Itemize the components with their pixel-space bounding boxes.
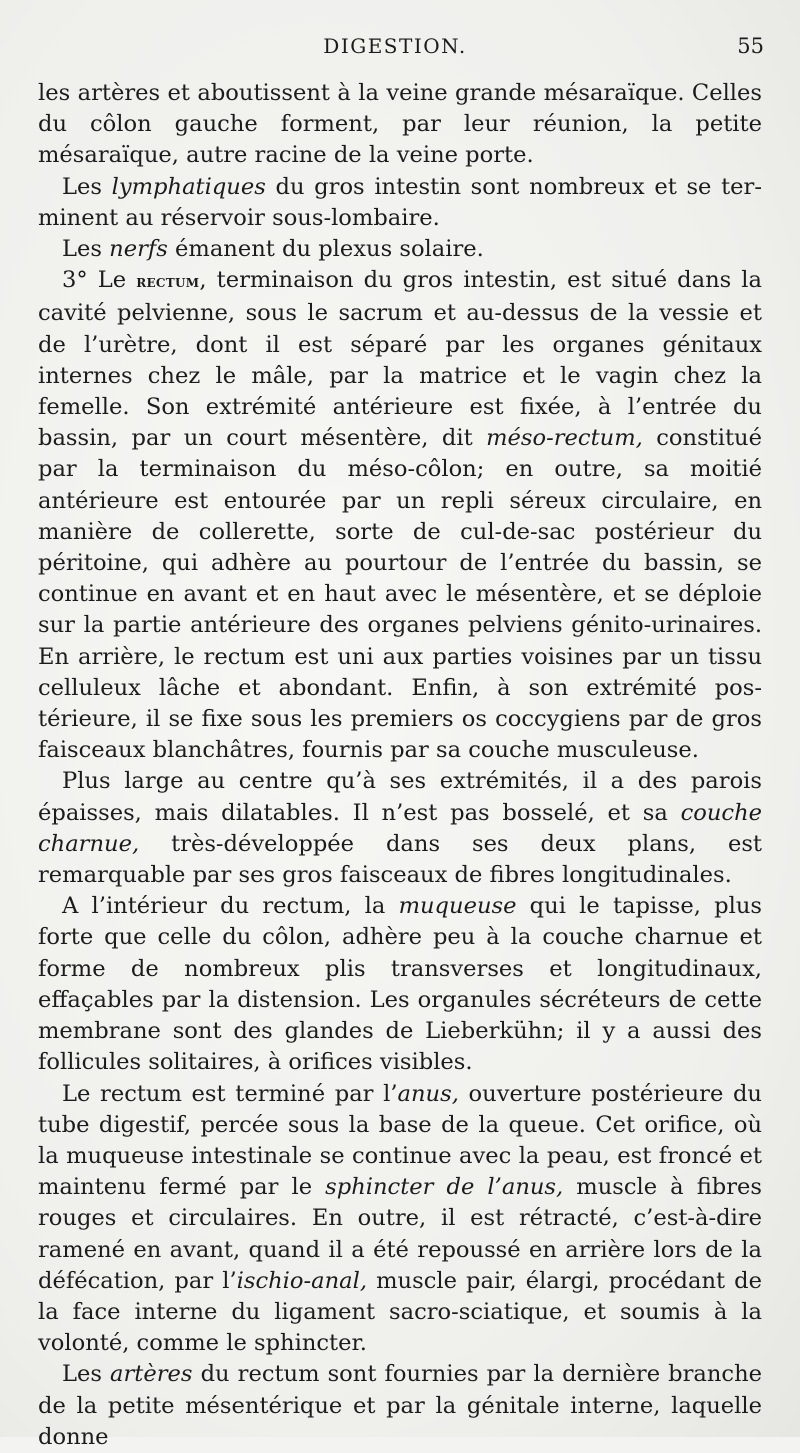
text-run: Les bbox=[62, 1361, 111, 1388]
body-text bbox=[38, 78, 762, 1453]
text-run: constitué par la terminaison du méso-côlon; en outre, sa moitié antérieure est entourée par un repli séreux circulaire, en manière de collerette, sorte de cul-de-sac postérieur du péritoine, qui adhère au pourtour de l’entrée du bassin, se continue en avant et en haut avec le mésentère, et se déploie sur la partie antérieure des organes pelviens génito-urinaires. En arrière, le rectum est uni aux parties voisines par un tissu celluleux lâche et abondant. Enfin, à son extrémité postérieure, il se fixe sous les premiers os coccygiens par de gros faisceaux blanchâtres, fournis par sa couche musculeuse. bbox=[38, 425, 762, 764]
text-run: très-développée dans ses deux plans, est remarquable par ses gros faisceaux de fibres longitudinales. bbox=[38, 830, 762, 889]
text-run: du rectum sont fournies par la dernière branche de la petite mésentérique et par la génitale interne, laquelle donne bbox=[38, 1361, 763, 1450]
text-run: Les bbox=[62, 173, 112, 200]
italic-term: muqueuse bbox=[398, 893, 517, 920]
paragraph bbox=[38, 1079, 762, 1360]
text-run: émanent du plexus solaire. bbox=[167, 236, 484, 263]
text-run: Les bbox=[62, 236, 110, 263]
text-run: les artères et aboutissent à la veine grande mésaraïque. Celles du côlon gauche forment, par leur réunion, la petite mésaraïque, autre racine de la veine porte. bbox=[38, 80, 762, 169]
small-caps-term: rectum bbox=[136, 272, 200, 293]
page-number: 55 bbox=[737, 34, 764, 58]
text-run: 3° Le bbox=[62, 267, 137, 294]
text-run: ouverture postérieure du tube digestif, percée sous la base de la queue. Cet orifice, où la muqueuse intestinale se continue avec la peau, est froncé et maintenu fermé par le bbox=[38, 1080, 762, 1201]
italic-term: lymphatiques bbox=[111, 173, 266, 200]
text-run: muscle à fibres rouges et circulaires. En outre, il est rétracté, c’est-à-dire ramené en avant, quand il a été repoussé en arrière lors de la défécation, par l’ bbox=[38, 1174, 763, 1294]
italic-term: nerfs bbox=[109, 236, 168, 263]
running-head bbox=[0, 30, 800, 62]
text-run: du gros intestin sont nombreux et se terminent au réservoir sous-lombaire. bbox=[38, 173, 762, 231]
text-run: muscle pair, élargi, procédant de la face interne du ligament sacro-sciatique, et soumis à la volonté, comme le sphincter. bbox=[38, 1267, 762, 1357]
text-run: A l’intérieur du rectum, la bbox=[62, 893, 399, 920]
running-head-title: DIGESTION. bbox=[323, 34, 467, 58]
paragraph bbox=[38, 78, 762, 172]
paragraph bbox=[38, 1359, 762, 1453]
text-run: Plus large au centre qu’à ses extrémités, il a des parois épaisses, mais dilatables. Il n’est pas bosselé, et sa bbox=[38, 768, 762, 826]
text-run: Le rectum est terminé par l’ bbox=[62, 1080, 398, 1107]
paragraph bbox=[38, 766, 762, 891]
italic-term: ischio-anal, bbox=[236, 1267, 368, 1294]
italic-term: artères bbox=[110, 1361, 193, 1388]
italic-term: couche charnue, bbox=[38, 799, 762, 857]
text-run: , terminaison du gros intestin, est situé dans la cavité pelvienne, sous le sacrum et au-dessus de la vessie et de l’urètre, dont il est séparé par les organes génitaux internes chez le mâle, par la matrice et le vagin chez la femelle. Son extrémité antérieure est fixée, à l’entrée du bassin, par un court mésentère, dit bbox=[38, 267, 762, 452]
italic-term: méso-rectum, bbox=[486, 425, 643, 452]
paragraph bbox=[38, 172, 762, 234]
text-run: qui le tapisse, plus forte que celle du côlon, adhère peu à la couche charnue et forme de nombreux plis transverses et longitudinaux, effaçables par la distension. Les organules sécréteurs de cette membrane sont des glandes de Lieberkühn; il y a aussi des follicules solitaires, à orifices visibles. bbox=[38, 893, 762, 1076]
paragraph bbox=[38, 265, 762, 766]
paragraph bbox=[38, 891, 762, 1078]
italic-term: anus, bbox=[397, 1080, 459, 1107]
paragraph bbox=[38, 234, 762, 265]
italic-term: sphincter de l’anus, bbox=[325, 1174, 564, 1201]
